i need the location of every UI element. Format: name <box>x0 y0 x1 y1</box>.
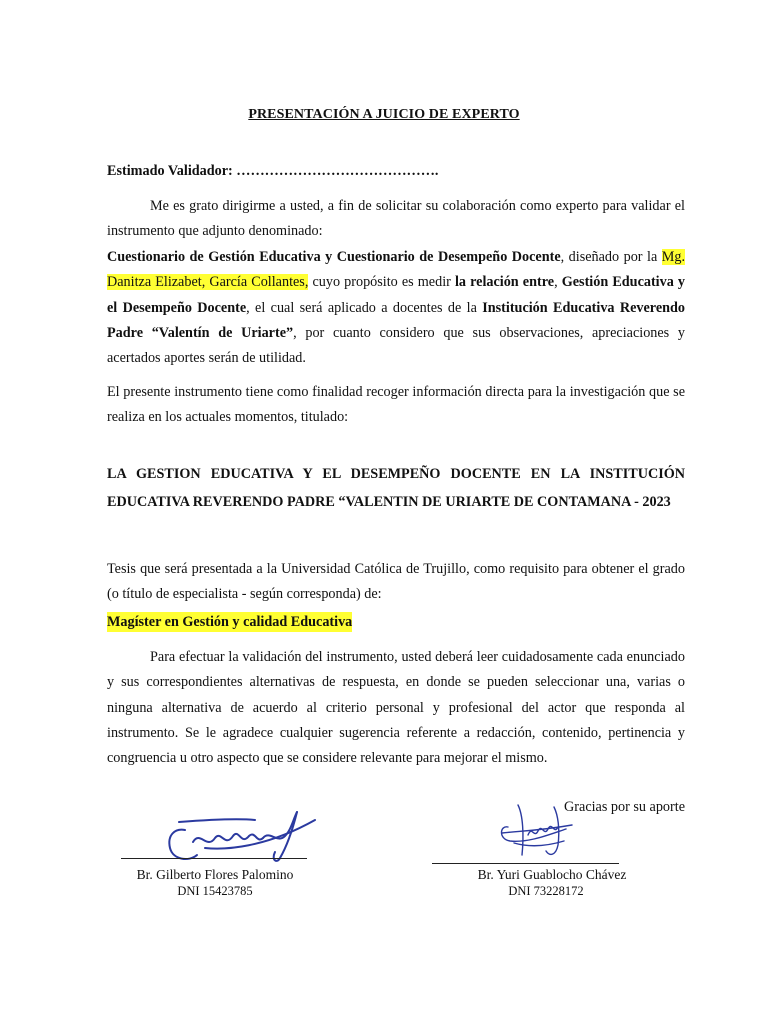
closing-thanks: Gracias por su aporte <box>564 799 685 815</box>
greeting: Estimado Validador: ……………………………………. <box>107 163 439 179</box>
signer-name-left: Br. Gilberto Flores Palomino <box>136 867 294 882</box>
author-highlight: Mg. Danitza Elizabet, García Collantes, <box>107 249 685 291</box>
degree-highlight: Magíster en Gestión y calidad Educativa <box>107 614 353 630</box>
signature-left-image <box>145 800 345 870</box>
instructions-paragraph: Para efectuar la validación del instrumento, usted deberá leer cuidadosamente cada enunciado y sus correspondientes alternativas de respuesta, en donde se pueden seleccionar una, varias o ninguna alternativa de acuerdo al criterio personal y profesional del actor que responda al instrumento. Se le agradece cualquier sugerencia referente a redacción, contenido, pertinencia y congruencia u otro aspecto que se considere relevante para mejorar el mismo. <box>107 649 685 767</box>
purpose-bold: la relación entre <box>454 274 555 291</box>
text-fragment: , el cual será aplicado a docentes de la <box>246 299 483 316</box>
signer-name-right: Br. Yuri Guablocho Chávez <box>477 867 627 882</box>
text-fragment: , por cuanto considero que sus observaciones, apreciaciones y acertados aportes serán de utilidad. <box>107 324 685 367</box>
instrument-name: Cuestionario de Gestión Educativa y Cuestionario de Desempeño Docente <box>107 249 561 265</box>
thesis-paragraph: Tesis que será presentada a la Universidad Católica de Trujillo, como requisito para obtener el grado (o título de especialista - según corresponda) de: <box>107 561 685 603</box>
text-fragment: , diseñado por la <box>560 249 662 265</box>
signature-right-image <box>488 795 588 865</box>
signer-dni-right: DNI 73228172 <box>508 884 584 898</box>
text-fragment: cuyo propósito es medir <box>308 274 455 291</box>
purpose-paragraph: El presente instrumento tiene como finalidad recoger información directa para la investigación que se realiza en los actuales momentos, titulado: <box>107 384 685 426</box>
instrument-paragraph <box>107 245 685 371</box>
thesis-title: LA GESTION EDUCATIVA Y EL DESEMPEÑO DOCENTE EN LA INSTITUCIÓN EDUCATIVA REVERENDO PADRE “VALENTIN DE URIARTE DE CONTAMANA - 2023 <box>107 466 685 510</box>
signature-line-left <box>121 858 307 859</box>
document-title: PRESENTACIÓN A JUICIO DE EXPERTO <box>248 107 520 122</box>
text-fragment: , <box>554 274 562 291</box>
intro-text: Me es grato dirigirme a usted, a fin de solicitar su colaboración como experto para validar el instrumento que adjunto denominado: <box>107 198 685 240</box>
variables-bold: Gestión Educativa y el Desempeño Docente <box>107 274 686 316</box>
intro-paragraph <box>107 194 685 245</box>
signer-dni-left: DNI 15423785 <box>177 884 253 898</box>
signature-line-right <box>432 863 619 864</box>
institution-bold: Institución Educativa Reverendo Padre “Valentín de Uriarte” <box>107 299 686 341</box>
